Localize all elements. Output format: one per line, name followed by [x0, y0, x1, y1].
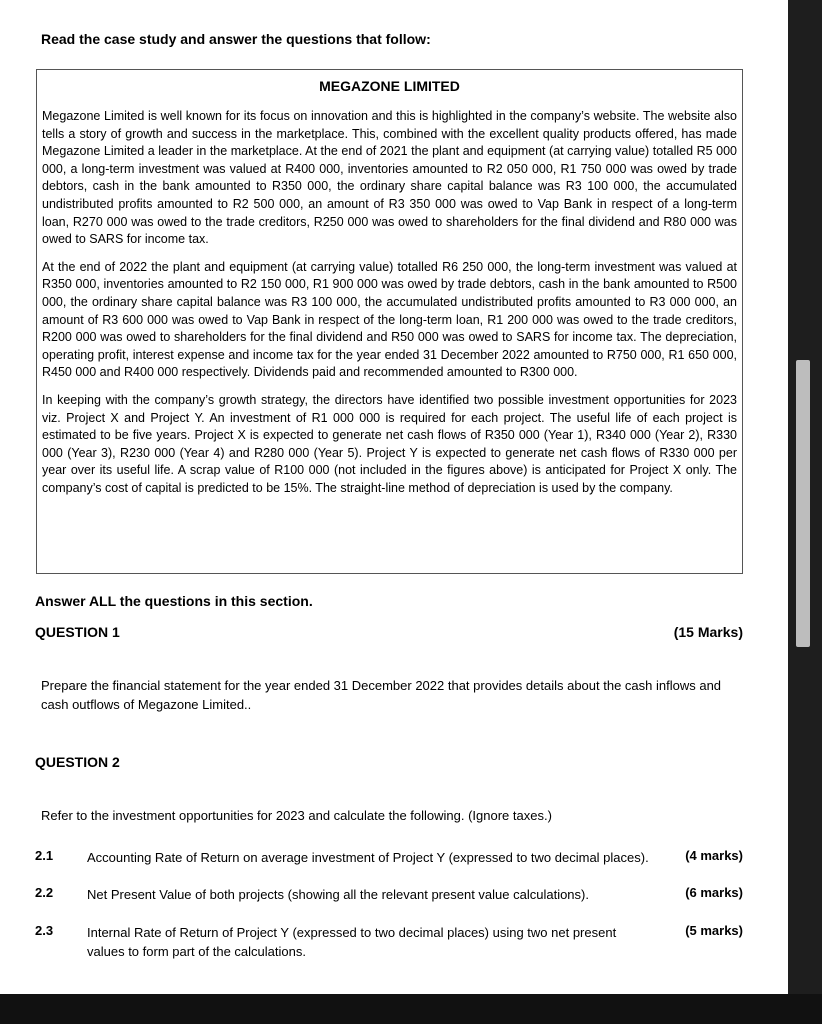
- question2-text: Refer to the investment opportunities for 2023 and calculate the following. (Ignore taxes.): [41, 808, 552, 823]
- scrollbar-thumb[interactable]: [796, 360, 810, 647]
- vertical-scrollbar[interactable]: [788, 0, 822, 994]
- case-study-box: [36, 69, 743, 574]
- question2-heading: QUESTION 2: [35, 754, 120, 770]
- question1-text: Prepare the financial statement for the year ended 31 December 2022 that provides details about the cash inflows and cash outflows of Megazone Limited..: [41, 678, 722, 712]
- section-instruction: Answer ALL the questions in this section.: [35, 593, 313, 609]
- item-2-2-marks: (6 marks): [685, 885, 743, 900]
- bottom-bar: [0, 994, 822, 1024]
- case-paragraph-3: In keeping with the company’s growth strategy, the directors have identified two possible investment opportunities for 2023 viz. Project X and Project Y. An investment of R1 000 000 is required for each project. The useful life of each project is estimated to be five years. Project X is expected to generate net cash flows of R350 000 (Year 1), R340 000 (Year 2), R330 000 (Year 3), R230 000 (Year 4) and R280 000 (Year 5). Project Y is expected to generate net cash flows of R330 000 per year over its useful life. A scrap value of R100 000 (not included in the figures above) is anticipated for Project X only. The company’s cost of capital is predicted to be 15%. The straight-line method of depreciation is used by the company.: [42, 392, 737, 495]
- item-2-2-text: Net Present Value of both projects (showing all the relevant present value calculations).: [87, 887, 589, 902]
- item-2-1-number: 2.1: [35, 848, 54, 863]
- item-2-3-number: 2.3: [35, 923, 54, 938]
- intro-instruction: Read the case study and answer the questions that follow:: [41, 31, 431, 47]
- item-2-3-marks: (5 marks): [685, 923, 743, 938]
- case-paragraph-1: Megazone Limited is well known for its focus on innovation and this is highlighted in the company’s website. The website also tells a story of growth and success in the marketplace. This, combined with the excellent quality products offered, has made Megazone Limited a leader in the marketplace. At the end of 2021 the plant and equipment (at carrying value) totalled R5 000 000, a long-term investment was valued at R400 000, inventories amounted to R2 050 000, R1 750 000 was owed by trade debtors, cash in the bank amounted to R350 000, the ordinary share capital balance was R3 100 000, the accumulated undistributed profits amounted to R2 500 000, an amount of R3 350 000 was owed to Vap Bank in respect of a long-term loan, R270 000 was owed to the trade creditors, R250 000 was owed to shareholders for the final dividend and R80 000 was owed to SARS for income tax.: [42, 109, 737, 247]
- item-2-2-number: 2.2: [35, 885, 54, 900]
- case-study-title: MEGAZONE LIMITED: [319, 78, 460, 94]
- question1-heading: QUESTION 1: [35, 624, 120, 640]
- item-2-1-marks: (4 marks): [685, 848, 743, 863]
- case-paragraph-2: At the end of 2022 the plant and equipment (at carrying value) totalled R6 250 000, the long-term investment was valued at R350 000, inventories amounted to R2 150 000, R1 900 000 was owed by trade debtors, cash in the bank amounted to R500 000, the ordinary share capital balance was R3 100 000, the accumulated undistributed profits amounted to R3 000 000, an amount of R3 600 000 was owed to Vap Bank in respect of the long-term loan, R1 200 000 was owed to the trade creditors, R200 000 was owed to shareholders for the final dividend and R50 000 was owed to SARS for income tax. The depreciation, operating profit, interest expense and income tax for the year ended 31 December 2022 amounted to R750 000, R1 650 000, R450 000 and R400 000 respectively. Dividends paid and recommended amounted to R300 000.: [42, 259, 737, 380]
- question1-marks: (15 Marks): [673, 624, 743, 640]
- item-2-1-text: Accounting Rate of Return on average investment of Project Y (expressed to two decimal places).: [87, 850, 649, 865]
- item-2-3-text: Internal Rate of Return of Project Y (expressed to two decimal places) using two net present values to form part of the calculations.: [87, 925, 617, 959]
